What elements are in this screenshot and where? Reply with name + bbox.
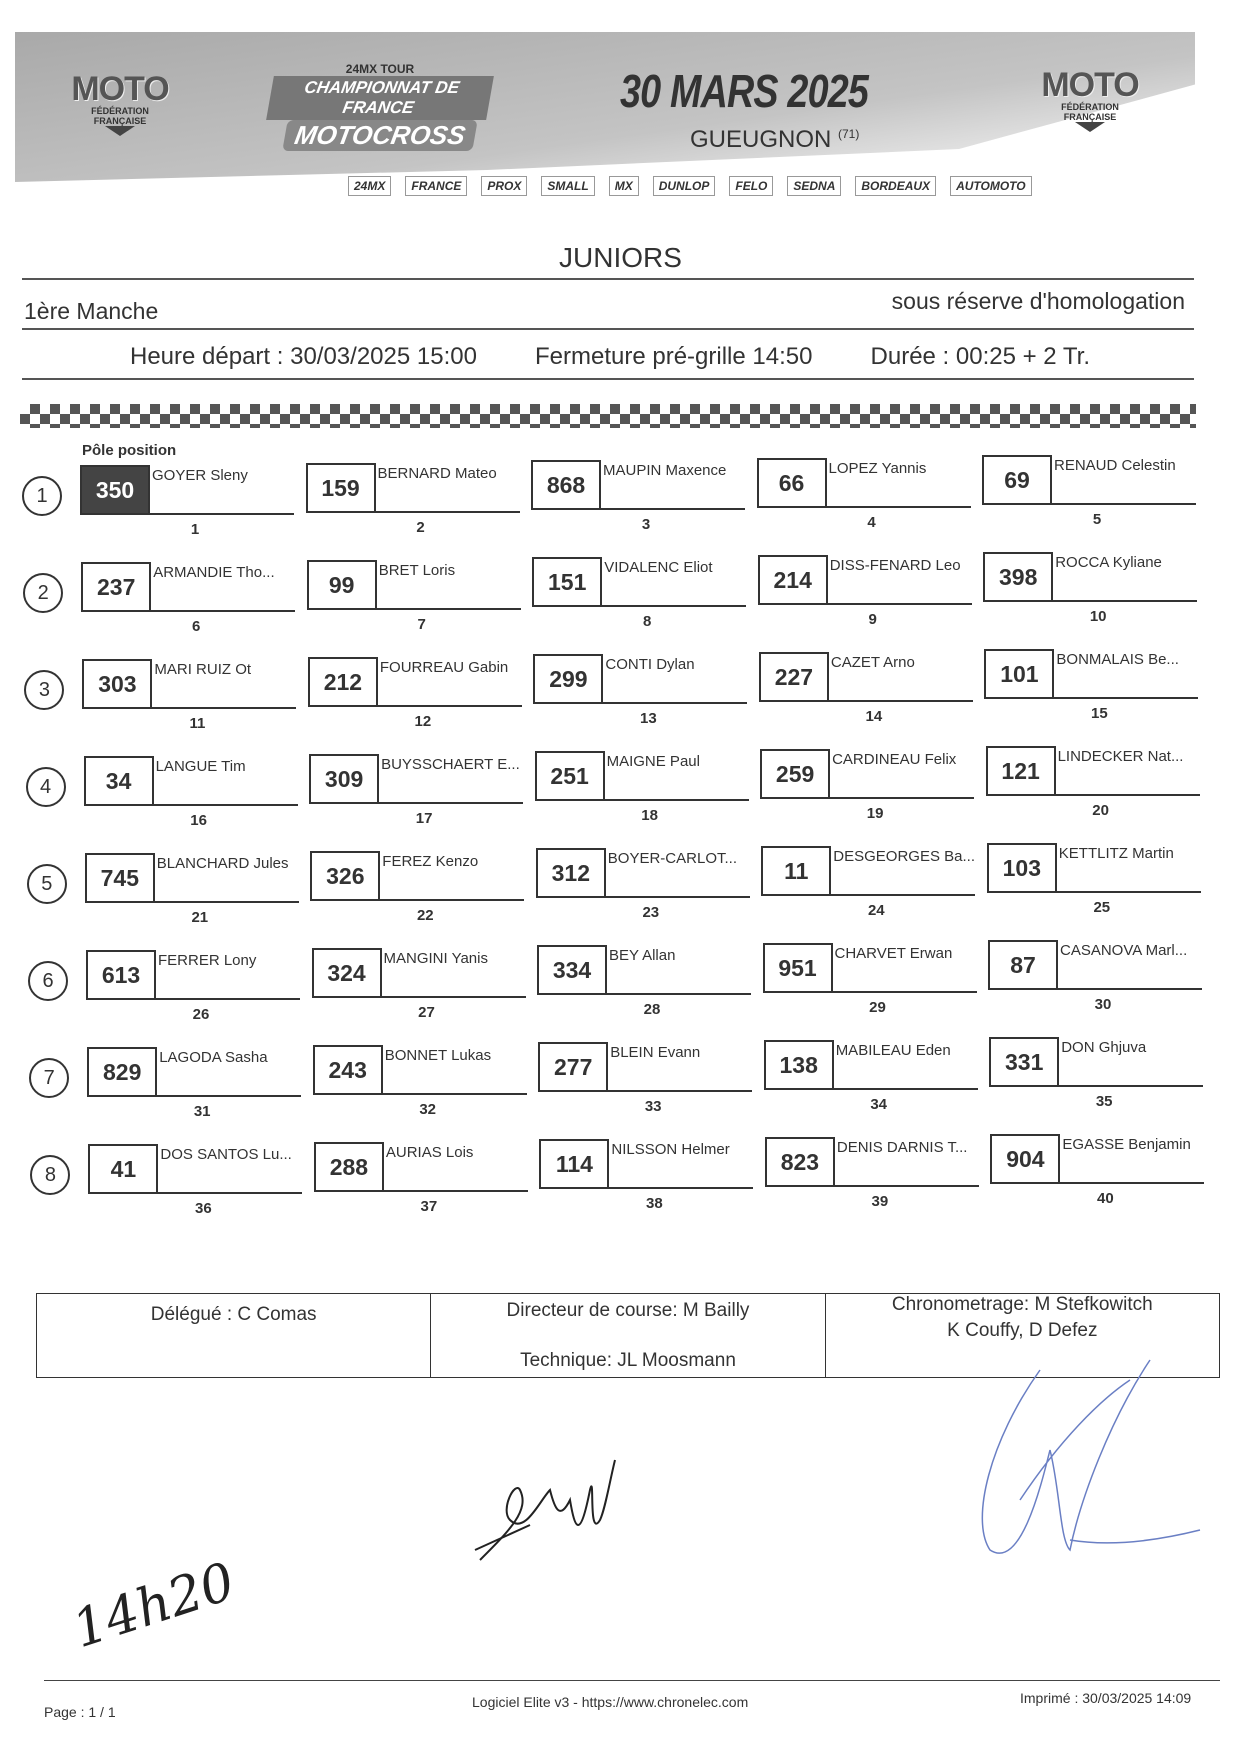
rider-underline [602, 896, 750, 898]
grid-slot [81, 562, 296, 634]
rider-number: 613 [86, 950, 156, 1000]
rider-underline [380, 1190, 528, 1192]
championship-line1: CHAMPIONNAT DE FRANCE [266, 76, 494, 120]
rider-underline [153, 1095, 301, 1097]
grid-slot [84, 756, 299, 828]
rider-underline [1049, 600, 1197, 602]
rider-underline [823, 506, 971, 508]
sponsor-logo: BORDEAUX [855, 176, 936, 196]
rider-underline [598, 605, 746, 607]
sponsor-logo: FRANCE [405, 176, 467, 196]
grid-position: 39 [871, 1192, 889, 1210]
rider-name: BOYER-CARLOT... [607, 850, 737, 868]
race-duration: Durée : 00:25 + 2 Tr. [870, 343, 1090, 370]
rider-name: MABILEAU Eden [835, 1041, 951, 1059]
rider-name: BLEIN Evann [610, 1044, 701, 1062]
grid-position: 40 [1097, 1190, 1114, 1208]
rider-number: 823 [765, 1137, 835, 1187]
grid-position: 28 [643, 1001, 661, 1019]
rider-underline [379, 1093, 527, 1095]
rider-underline [1055, 1085, 1203, 1087]
ffm-chevron-icon [105, 126, 135, 136]
rider-underline [824, 603, 972, 605]
grid-position: 12 [414, 712, 432, 730]
rider-number: 951 [763, 943, 833, 993]
rider-name: BONMALAIS Be... [1056, 651, 1179, 669]
divider [22, 378, 1194, 380]
grid-row-number: 3 [24, 670, 64, 710]
grid-row-number: 1 [22, 476, 62, 516]
grid-position: 22 [416, 906, 434, 924]
print-date: Imprimé : 30/03/2025 14:09 [1020, 1690, 1192, 1706]
rider-name: BERNARD Mateo [377, 464, 497, 482]
grid-position: 10 [1089, 608, 1107, 626]
ffm-logo-right [1030, 68, 1150, 128]
rider-underline [1048, 503, 1196, 505]
grid-slot [533, 654, 748, 726]
grid-position: 38 [646, 1195, 663, 1213]
sponsor-logo: DUNLOP [653, 176, 716, 196]
rider-underline [154, 1192, 302, 1194]
grid-slot [765, 1137, 980, 1209]
rider-name: CASANOVA Marl... [1060, 942, 1188, 960]
rider-underline [376, 899, 524, 901]
grid-slot [309, 754, 524, 826]
event-city [690, 126, 859, 154]
event-date: 30 MARS 2025 [620, 65, 869, 117]
rider-name: CHARVET Erwan [834, 944, 953, 962]
grid-slot [539, 1139, 754, 1211]
rider-underline [1056, 1182, 1204, 1184]
sponsor-logo: SEDNA [787, 176, 841, 196]
series-tour-label: 24MX TOUR [345, 62, 415, 76]
rider-underline [601, 799, 749, 801]
rider-name: FOURREAU Gabin [379, 658, 509, 676]
grid-slot [80, 465, 295, 537]
rider-number: 398 [983, 552, 1053, 602]
rider-name: LANGUE Tim [155, 758, 246, 775]
grid-position: 21 [191, 909, 209, 926]
rider-name: MARI RUIZ Ot [154, 661, 252, 678]
rider-number: 159 [306, 463, 376, 513]
grid-row-number: 8 [30, 1155, 70, 1195]
grid-position: 25 [1093, 899, 1111, 917]
rider-number: 66 [757, 458, 827, 508]
officials-delegue-cell [37, 1294, 431, 1377]
rider-underline [825, 700, 973, 702]
rider-underline [150, 804, 298, 806]
grid-slot [990, 1134, 1205, 1206]
rider-name: ROCCA Kyliane [1055, 554, 1162, 572]
grid-position: 4 [867, 513, 876, 531]
delegue-text: Délégué : C Comas [150, 1304, 317, 1325]
pole-position-label: Pôle position [82, 442, 177, 459]
grid-position: 26 [192, 1006, 210, 1023]
officials-directeur-cell [431, 1294, 825, 1377]
rider-number: 99 [307, 560, 377, 610]
rider-underline [374, 705, 522, 707]
sponsor-logo: SMALL [541, 176, 594, 196]
rider-underline [604, 1090, 752, 1092]
grid-slot [986, 746, 1201, 818]
rider-name: MAUPIN Maxence [603, 462, 727, 480]
rider-number: 904 [990, 1134, 1060, 1184]
rider-name: CONTI Dylan [605, 656, 695, 674]
grid-slot [760, 749, 975, 821]
rider-underline [151, 901, 299, 903]
grid-slot [314, 1142, 529, 1214]
rider-number: 237 [81, 562, 151, 612]
rider-number: 251 [535, 751, 605, 801]
grid-position: 16 [190, 812, 207, 829]
ffm-logo-left [60, 72, 180, 132]
grid-position: 30 [1094, 996, 1112, 1014]
grid-slot [536, 848, 751, 920]
rider-number: 303 [82, 659, 152, 709]
grid-slot [758, 555, 973, 627]
rider-name: BEY Allan [609, 947, 676, 965]
grid-position: 9 [868, 610, 877, 628]
homologation-note: sous réserve d'homologation [891, 288, 1185, 314]
rider-name: FERRER Lony [158, 952, 257, 969]
grid-position: 27 [418, 1003, 435, 1021]
grid-slot [85, 853, 300, 925]
grid-slot [988, 940, 1203, 1012]
rider-number: 324 [312, 948, 382, 998]
grid-slot [86, 950, 301, 1022]
rider-number: 331 [989, 1037, 1059, 1087]
grid-slot [306, 463, 521, 535]
rider-number: 87 [988, 940, 1058, 990]
rider-name: DISS-FENARD Leo [829, 556, 961, 574]
rider-name: BLANCHARD Jules [156, 855, 289, 872]
rider-name: LINDECKER Nat... [1057, 748, 1184, 766]
rider-number: 121 [986, 746, 1056, 796]
rider-number: 350 [80, 465, 150, 515]
rider-underline [827, 894, 975, 896]
grid-slot [308, 657, 523, 729]
rider-number: 69 [982, 455, 1052, 505]
rider-underline [1052, 794, 1200, 796]
grid-slot [983, 552, 1198, 624]
grid-position: 2 [416, 518, 425, 536]
grid-slot [87, 1047, 302, 1119]
rider-name: BUYSSCHAERT E... [381, 755, 520, 773]
rider-underline [378, 996, 526, 998]
rider-number: 259 [760, 749, 830, 799]
grid-position: 33 [644, 1098, 662, 1116]
rider-number: 101 [984, 649, 1054, 699]
ffm-chevron-icon [1075, 122, 1105, 132]
rider-number: 326 [310, 851, 380, 901]
grid-slot [307, 560, 522, 632]
ffm-logo-left-sub2: FRANÇAISE [93, 116, 147, 126]
checkered-flag-strip [20, 404, 1196, 428]
rider-name: DON Ghjuva [1061, 1039, 1147, 1057]
rider-underline [148, 707, 296, 709]
grid-slot [531, 460, 746, 532]
rider-name: MANGINI Yanis [383, 949, 488, 967]
rider-underline [1053, 891, 1201, 893]
grid-slot [757, 458, 972, 530]
grid-slot [982, 455, 1197, 527]
rider-number: 214 [758, 555, 828, 605]
grid-position: 11 [189, 715, 206, 732]
rider-underline [826, 797, 974, 799]
rider-number: 114 [539, 1139, 609, 1189]
rider-underline [599, 702, 747, 704]
directeur-text: Directeur de course: M Bailly [506, 1300, 750, 1321]
grid-slot [538, 1042, 753, 1114]
rider-name: MAIGNE Paul [606, 753, 700, 771]
rider-name: CAZET Arno [830, 653, 915, 671]
handwritten-time-text: 14h20 [65, 1551, 243, 1661]
rider-name: DENIS DARNIS T... [836, 1138, 968, 1156]
grid-position: 34 [870, 1095, 888, 1113]
grid-slot [537, 945, 752, 1017]
signature-director [470, 1450, 630, 1570]
rider-underline [605, 1187, 753, 1189]
rider-number: 103 [987, 843, 1057, 893]
ffm-logo-left-sub1: FÉDÉRATION [91, 106, 149, 116]
grid-position: 19 [866, 804, 884, 822]
divider [22, 278, 1194, 280]
rider-number: 41 [88, 1144, 158, 1194]
rider-name: LAGODA Sasha [159, 1049, 268, 1066]
sponsor-logo: FELO [729, 176, 773, 196]
rider-name: KETTLITZ Martin [1058, 845, 1174, 863]
rider-number: 309 [309, 754, 379, 804]
rider-underline [1050, 697, 1198, 699]
category-title: JUNIORS [559, 242, 682, 273]
grid-slot [987, 843, 1202, 915]
grid-position: 24 [867, 901, 885, 919]
race-heat: 1ère Manche [24, 298, 159, 324]
grid-position: 18 [641, 807, 658, 825]
rider-name: NILSSON Helmer [611, 1141, 730, 1159]
sponsor-logo: MX [609, 176, 639, 196]
grid-slot [88, 1144, 303, 1216]
rider-underline [373, 608, 521, 610]
page-number: Page : 1 / 1 [44, 1704, 116, 1720]
grid-slot [312, 948, 527, 1020]
footer-divider [44, 1680, 1220, 1681]
rider-name: LOPEZ Yannis [828, 459, 927, 477]
rider-name: AURIAS Lois [385, 1143, 474, 1161]
signature-chrono [960, 1340, 1220, 1580]
grid-slot [310, 851, 525, 923]
sponsor-logo: PROX [481, 176, 527, 196]
championship-logo [270, 62, 490, 150]
rider-underline [597, 508, 745, 510]
grid-position: 15 [1091, 705, 1108, 723]
rider-name: CARDINEAU Felix [832, 750, 957, 768]
rider-name: ARMANDIE Tho... [153, 564, 275, 581]
grid-position: 36 [195, 1200, 212, 1217]
grid-position: 17 [415, 809, 433, 827]
grid-position: 7 [417, 615, 426, 633]
grid-position: 37 [420, 1197, 438, 1215]
event-city-name: GUEUGNON [690, 126, 832, 153]
rider-number: 11 [761, 846, 831, 896]
grid-row-number: 4 [26, 767, 66, 807]
chrono-line1: Chronometrage: M Stefkowitch [891, 1294, 1153, 1315]
handwritten-time [60, 1540, 243, 1661]
start-time: Heure départ : 30/03/2025 15:00 [130, 343, 477, 370]
rider-underline [829, 991, 977, 993]
rider-number: 299 [533, 654, 603, 704]
grid-slot [989, 1037, 1204, 1109]
rider-number: 334 [537, 945, 607, 995]
grid-position: 23 [642, 904, 660, 922]
grid-slot [759, 652, 974, 724]
rider-name: FEREZ Kenzo [382, 852, 479, 870]
pregrid-closing: Fermeture pré-grille 14:50 [535, 343, 813, 370]
grid-position: 14 [865, 707, 883, 725]
rider-underline [146, 513, 294, 515]
rider-number: 243 [313, 1045, 383, 1095]
sponsor-strip [348, 176, 1178, 196]
grid-slot [313, 1045, 528, 1117]
sponsor-logo: AUTOMOTO [950, 176, 1032, 196]
rider-name: EGASSE Benjamin [1062, 1136, 1191, 1154]
grid-position: 8 [643, 613, 652, 631]
rider-number: 288 [314, 1142, 384, 1192]
rider-underline [152, 998, 300, 1000]
rider-number: 829 [87, 1047, 157, 1097]
rider-number: 151 [532, 557, 602, 607]
rider-name: BONNET Lukas [384, 1046, 492, 1064]
rider-name: VIDALENC Eliot [604, 559, 713, 577]
rider-number: 868 [531, 460, 601, 510]
rider-underline [147, 610, 295, 612]
grid-slot [984, 649, 1199, 721]
rider-name: DOS SANTOS Lu... [160, 1146, 292, 1163]
grid-row-number: 5 [27, 864, 67, 904]
chrono-line2: K Couffy, D Defez [947, 1320, 1098, 1341]
grid-position: 20 [1092, 802, 1109, 820]
rider-number: 138 [764, 1040, 834, 1090]
grid-slot [82, 659, 297, 731]
rider-number: 227 [759, 652, 829, 702]
grid-row-number: 2 [23, 573, 63, 613]
rider-number: 34 [84, 756, 154, 806]
ffm-logo-right-sub1: FÉDÉRATION [1061, 102, 1119, 112]
grid-slot [535, 751, 750, 823]
grid-position: 29 [869, 998, 886, 1016]
grid-position: 35 [1095, 1093, 1113, 1111]
rider-name: BRET Loris [378, 561, 456, 579]
grid-position: 6 [192, 618, 201, 635]
grid-position: 5 [1092, 511, 1102, 529]
rider-name: RENAUD Celestin [1054, 457, 1176, 475]
grid-row-number: 7 [29, 1058, 69, 1098]
race-info [130, 343, 1090, 371]
ffm-logo-left-text: MOTO [71, 70, 169, 108]
rider-underline [603, 993, 751, 995]
header-banner [15, 32, 1195, 182]
rider-underline [830, 1088, 978, 1090]
grid-slot [532, 557, 747, 629]
rider-name: DESGEORGES Ba... [833, 847, 976, 865]
event-city-dept: (71) [838, 127, 860, 141]
grid-position: 32 [419, 1100, 437, 1118]
championship-line2: MOTOCROSS [282, 120, 477, 151]
grid-slot [763, 943, 978, 1015]
technique-text: Technique: JL Moosmann [520, 1350, 736, 1371]
grid-position: 1 [190, 521, 200, 538]
grid-row-number: 6 [28, 961, 68, 1001]
grid-position: 31 [193, 1103, 211, 1120]
ffm-logo-right-sub2: FRANÇAISE [1063, 112, 1117, 122]
grid-slot [761, 846, 976, 918]
rider-name: GOYER Sleny [152, 467, 248, 484]
ffm-logo-right-text: MOTO [1041, 66, 1139, 104]
divider [22, 328, 1194, 330]
software-credit: Logiciel Elite v3 - https://www.chronelec.com [472, 1694, 749, 1710]
sponsor-logo: 24MX [348, 176, 391, 196]
rider-underline [1054, 988, 1202, 990]
rider-underline [372, 511, 520, 513]
rider-number: 277 [538, 1042, 608, 1092]
rider-number: 745 [85, 853, 155, 903]
rider-underline [375, 802, 523, 804]
rider-number: 212 [308, 657, 378, 707]
grid-position: 13 [640, 710, 657, 728]
rider-underline [831, 1185, 979, 1187]
rider-number: 312 [536, 848, 606, 898]
grid-slot [764, 1040, 979, 1112]
grid-position: 3 [641, 516, 651, 534]
